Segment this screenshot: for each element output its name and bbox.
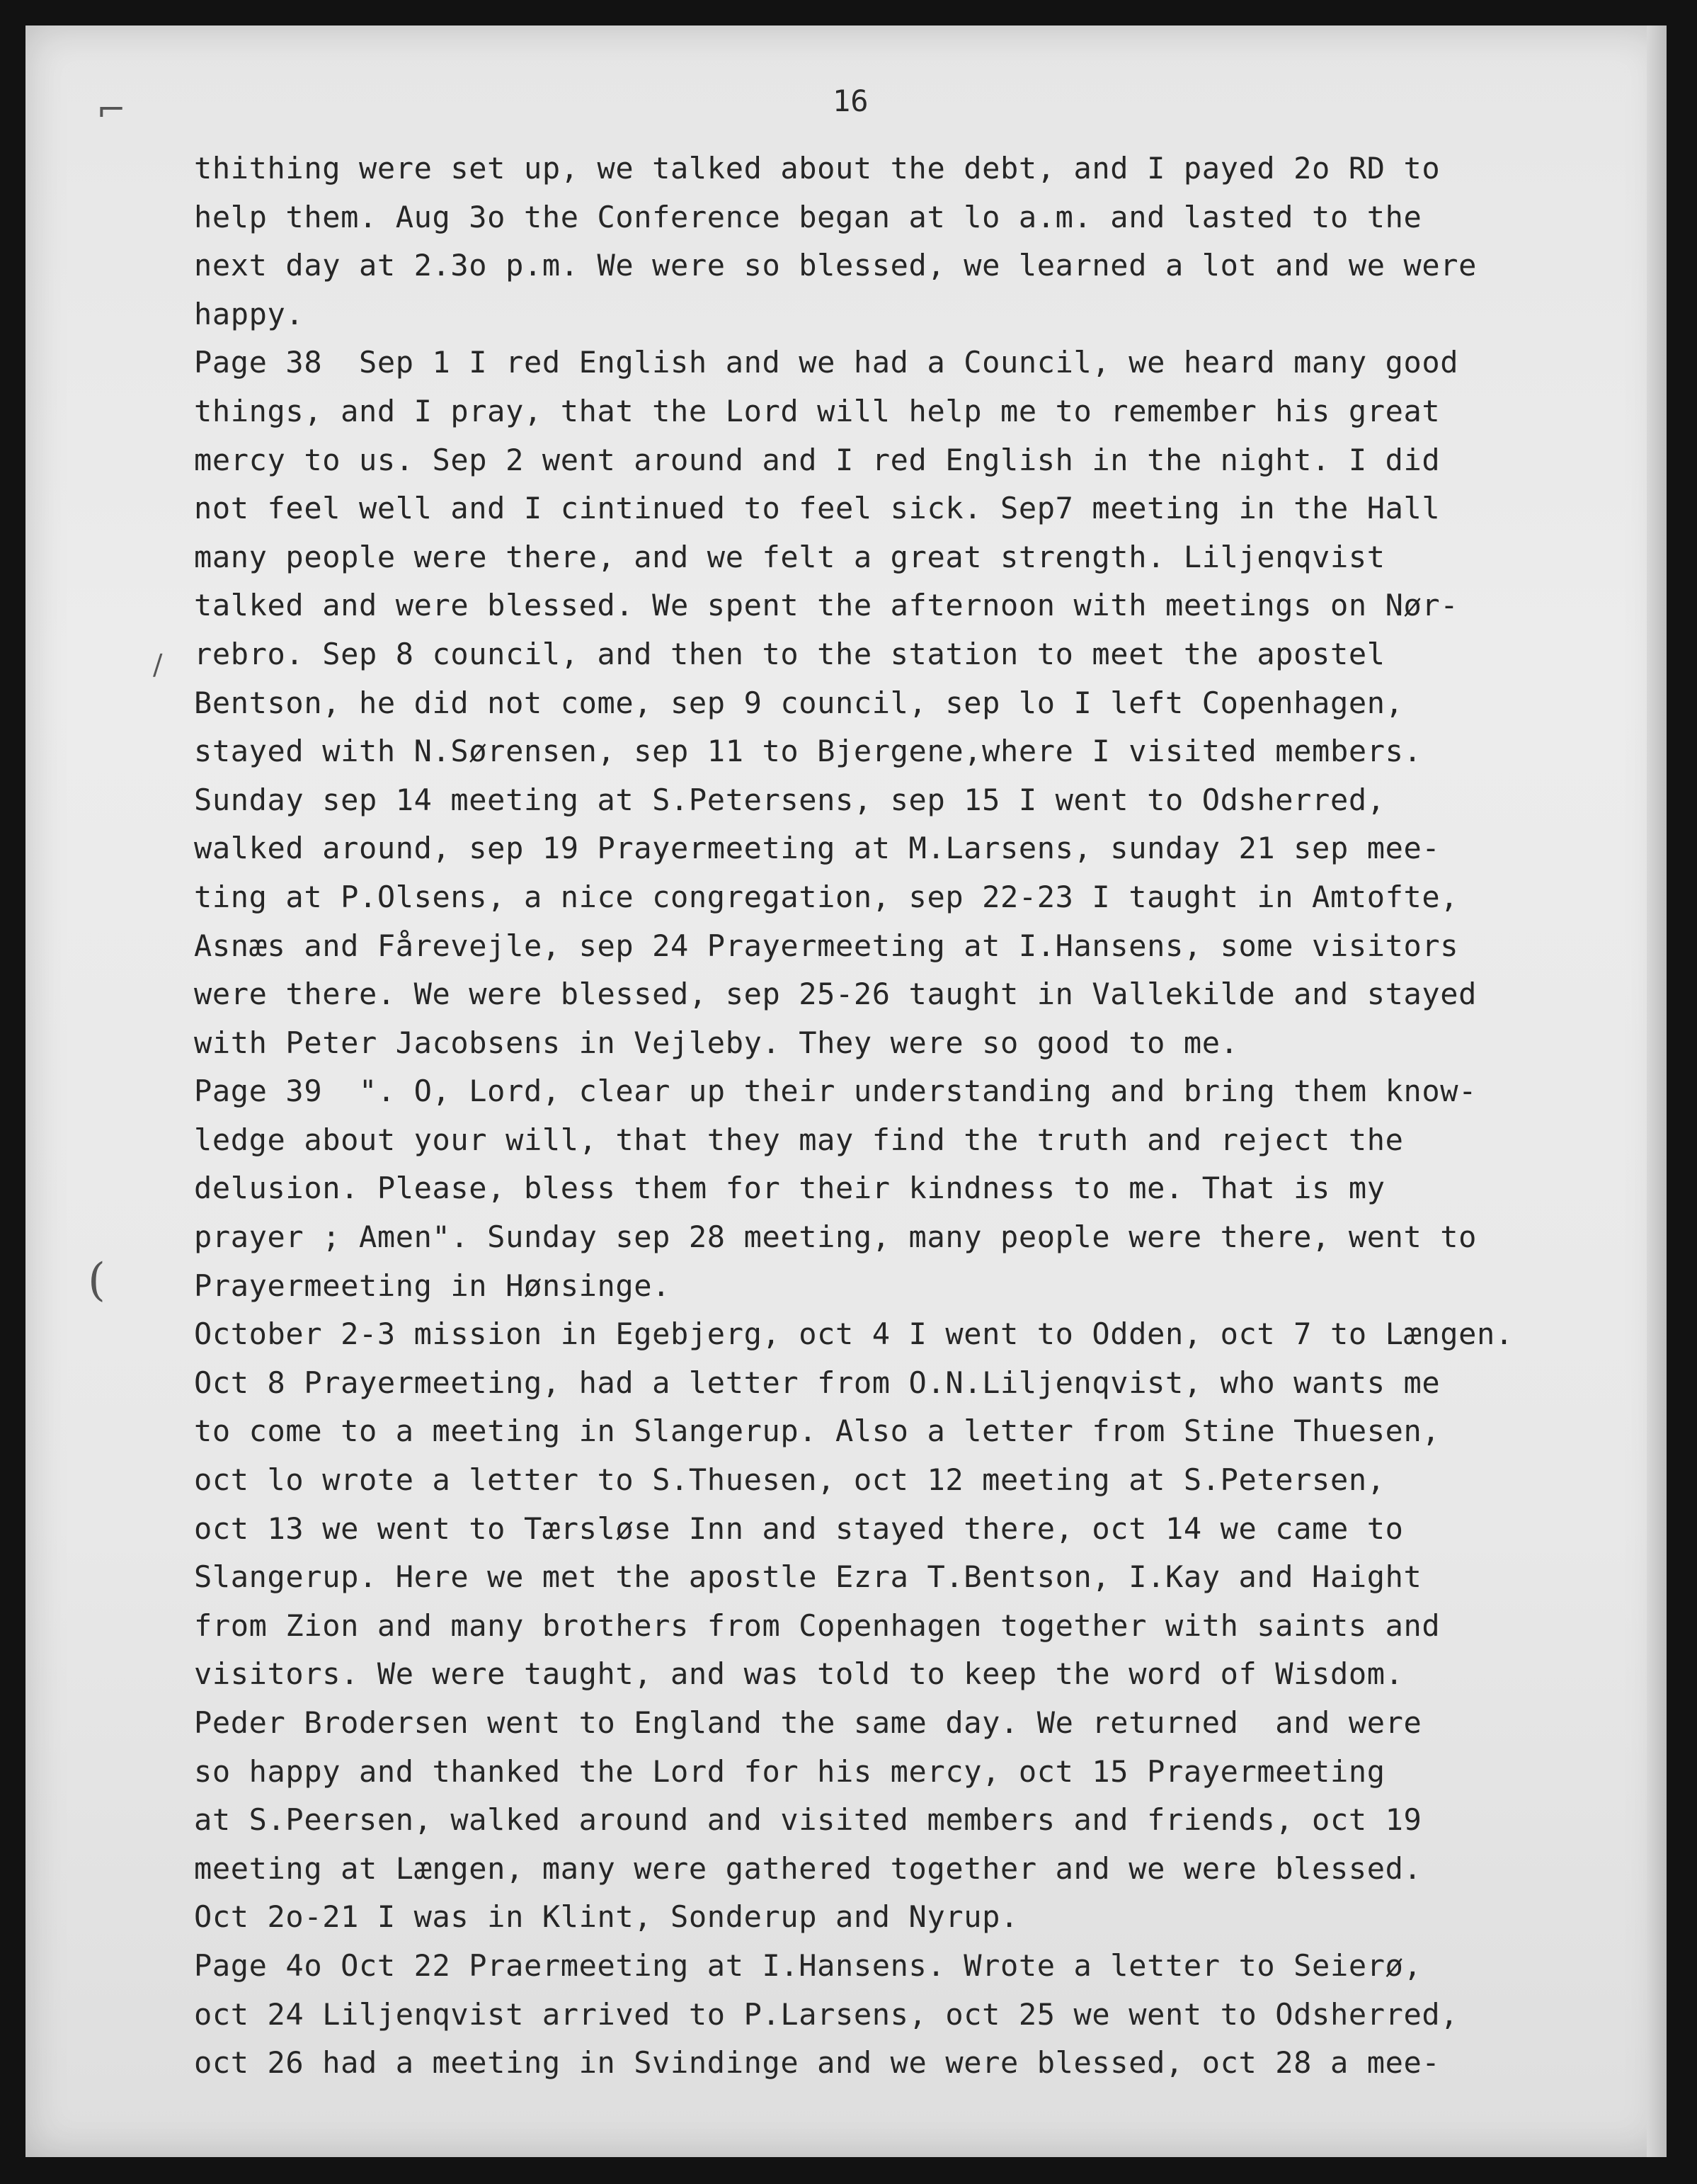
text-line: walked around, sep 19 Prayermeeting at M.Larsens, sunday 21 sep mee-: [194, 831, 1441, 866]
text-line: to come to a meeting in Slangerup. Also a letter from Stine Thuesen,: [194, 1414, 1441, 1449]
text-line: many people were there, and we felt a great strength. Liljenqvist: [194, 539, 1385, 574]
text-line: Page 38 Sep 1 I red English and we had a Council, we heard many good: [194, 345, 1459, 380]
text-line: thithing were set up, we talked about the debt, and I payed 2o RD to: [194, 151, 1441, 186]
text-line: happy.: [194, 296, 304, 331]
text-line: Oct 2o-21 I was in Klint, Sonderup and Nyrup.: [194, 1899, 1019, 1935]
text-line: not feel well and I cintinued to feel sick. Sep7 meeting in the Hall: [194, 491, 1441, 526]
text-line: Oct 8 Prayermeeting, had a letter from O.N.Liljenqvist, who wants me: [194, 1365, 1441, 1400]
text-line: oct 13 we went to Tærsløse Inn and stayed there, oct 14 we came to: [194, 1511, 1404, 1546]
text-line: things, and I pray, that the Lord will help me to remember his great: [194, 393, 1441, 428]
text-line: next day at 2.3o p.m. We were so blessed, we learned a lot and we were: [194, 248, 1478, 283]
text-line: with Peter Jacobsens in Vejleby. They were so good to me.: [194, 1025, 1239, 1060]
text-line: oct lo wrote a letter to S.Thuesen, oct 12 meeting at S.Petersen,: [194, 1462, 1385, 1498]
margin-mark-middle: ∕: [153, 649, 163, 681]
typewritten-page: [25, 25, 1667, 2157]
text-line: were there. We were blessed, sep 25-26 taught in Vallekilde and stayed: [194, 977, 1478, 1012]
margin-mark-bracket: (: [88, 1254, 105, 1307]
text-line: Peder Brodersen went to England the same day. We returned and were: [194, 1705, 1422, 1740]
margin-mark-top: ⌐: [96, 89, 126, 130]
text-line: stayed with N.Sørensen, sep 11 to Bjergene,where I visited members.: [194, 734, 1422, 769]
text-line: Bentson, he did not come, sep 9 council, sep lo I left Copenhagen,: [194, 685, 1404, 720]
page-number: 16: [833, 84, 869, 118]
text-line: Prayermeeting in Hønsinge.: [194, 1268, 671, 1303]
text-line: visitors. We were taught, and was told to keep the word of Wisdom.: [194, 1656, 1404, 1692]
text-line: oct 24 Liljenqvist arrived to P.Larsens, oct 25 we went to Odsherred,: [194, 1996, 1459, 2032]
text-line: talked and were blessed. We spent the afternoon with meetings on Nør-: [194, 588, 1459, 623]
text-line: Sunday sep 14 meeting at S.Petersens, sep 15 I went to Odsherred,: [194, 782, 1385, 817]
text-line: ledge about your will, that they may find the truth and reject the: [194, 1122, 1404, 1157]
text-line: so happy and thanked the Lord for his mercy, oct 15 Prayermeeting: [194, 1753, 1385, 1789]
body-text: [194, 144, 1667, 2088]
text-line: mercy to us. Sep 2 went around and I red English in the night. I did: [194, 442, 1441, 477]
text-line: ting at P.Olsens, a nice congregation, sep 22-23 I taught in Amtofte,: [194, 879, 1459, 914]
text-line: Asnæs and Fårevejle, sep 24 Prayermeeting at I.Hansens, some visitors: [194, 928, 1459, 963]
text-line: at S.Peersen, walked around and visited members and friends, oct 19: [194, 1802, 1422, 1838]
text-line: Page 4o Oct 22 Praermeeting at I.Hansens. Wrote a letter to Seierø,: [194, 1947, 1422, 1983]
text-line: prayer ; Amen". Sunday sep 28 meeting, many people were there, went to: [194, 1219, 1478, 1255]
text-line: Page 39 ". O, Lord, clear up their understanding and bring them know-: [194, 1074, 1478, 1109]
text-line: October 2-3 mission in Egebjerg, oct 4 I went to Odden, oct 7 to Længen.: [194, 1316, 1514, 1352]
text-line: rebro. Sep 8 council, and then to the station to meet the apostel: [194, 636, 1385, 671]
text-line: delusion. Please, bless them for their kindness to me. That is my: [194, 1171, 1385, 1206]
text-line: from Zion and many brothers from Copenhagen together with saints and: [194, 1608, 1441, 1643]
text-line: meeting at Længen, many were gathered together and we were blessed.: [194, 1850, 1422, 1886]
text-line: oct 26 had a meeting in Svindinge and we were blessed, oct 28 a mee-: [194, 2045, 1441, 2081]
text-line: help them. Aug 3o the Conference began at lo a.m. and lasted to the: [194, 199, 1422, 234]
text-line: Slangerup. Here we met the apostle Ezra T.Bentson, I.Kay and Haight: [194, 1559, 1422, 1595]
